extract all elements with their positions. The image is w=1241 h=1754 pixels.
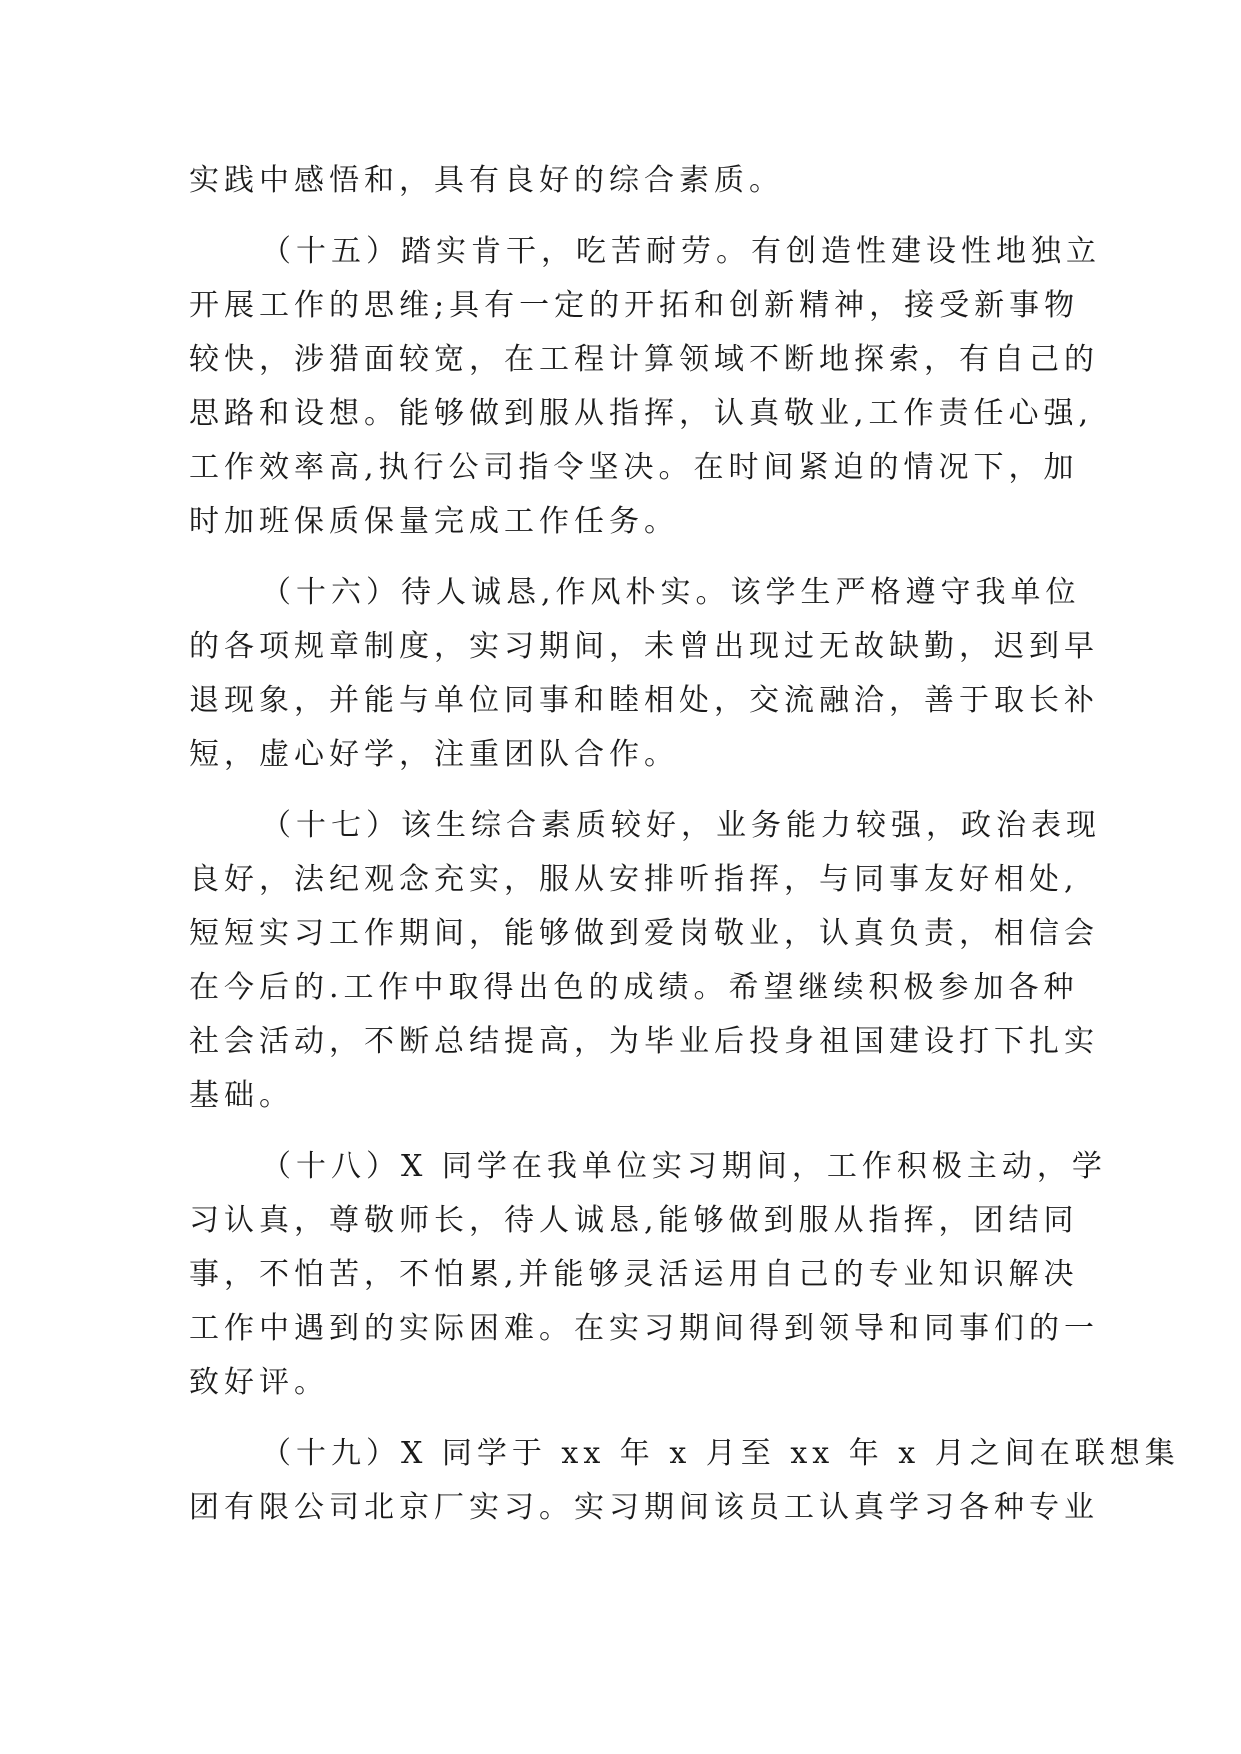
text-line: 工作中遇到的实际困难。在实习期间得到领导和同事们的一 (189, 1311, 1099, 1346)
text-line: 致好评。 (189, 1365, 329, 1400)
text-line: 实践中感悟和，具有良好的综合素质。 (189, 163, 784, 198)
text-line: 退现象，并能与单位同事和睦相处，交流融洽，善于取长补 (189, 683, 1099, 718)
text-line: 工作效率高,执行公司指令坚决。在时间紧迫的情况下，加 (189, 450, 1079, 485)
text-line: 事，不怕苦，不怕累,并能够灵活运用自己的专业知识解决 (189, 1257, 1079, 1292)
text-line: 社会活动，不断总结提高，为毕业后投身祖国建设打下扎实 (189, 1024, 1099, 1059)
text-line: 思路和设想。能够做到服从指挥，认真敬业,工作责任心强, (189, 396, 1094, 431)
text-line: 时加班保质保量完成工作任务。 (189, 504, 679, 539)
paragraph-19-first-line: （十九）X 同学于 xx 年 x 月至 xx 年 x 月之间在联想集 (261, 1436, 1180, 1471)
paragraph-16-first-line: （十六）待人诚恳,作风朴实。该学生严格遵守我单位 (261, 575, 1081, 610)
text-line: 较快，涉猎面较宽，在工程计算领域不断地探索，有自己的 (189, 342, 1099, 377)
paragraph-17-first-line: （十七）该生综合素质较好，业务能力较强，政治表现 (261, 808, 1101, 843)
paragraph-18-first-line: （十八）X 同学在我单位实习期间，工作积极主动，学 (261, 1149, 1107, 1184)
text-line: 在今后的.工作中取得出色的成绩。希望继续积极参加各种 (189, 970, 1079, 1005)
document-body (189, 154, 1180, 1535)
paragraph-15-first-line: （十五）踏实肯干，吃苦耐劳。有创造性建设性地独立 (261, 234, 1101, 269)
text-line: 开展工作的思维;具有一定的开拓和创新精神，接受新事物 (189, 288, 1080, 323)
text-line: 短，虚心好学，注重团队合作。 (189, 737, 679, 772)
text-line: 习认真，尊敬师长，待人诚恳,能够做到服从指挥，团结同 (189, 1203, 1079, 1238)
text-line: 的各项规章制度，实习期间，未曾出现过无故缺勤，迟到早 (189, 629, 1099, 664)
text-line: 团有限公司北京厂实习。实习期间该员工认真学习各种专业 (189, 1490, 1099, 1525)
text-line: 短短实习工作期间，能够做到爱岗敬业，认真负责，相信会 (189, 916, 1099, 951)
text-line: 良好，法纪观念充实，服从安排听指挥，与同事友好相处, (189, 862, 1079, 897)
text-line: 基础。 (189, 1078, 294, 1113)
